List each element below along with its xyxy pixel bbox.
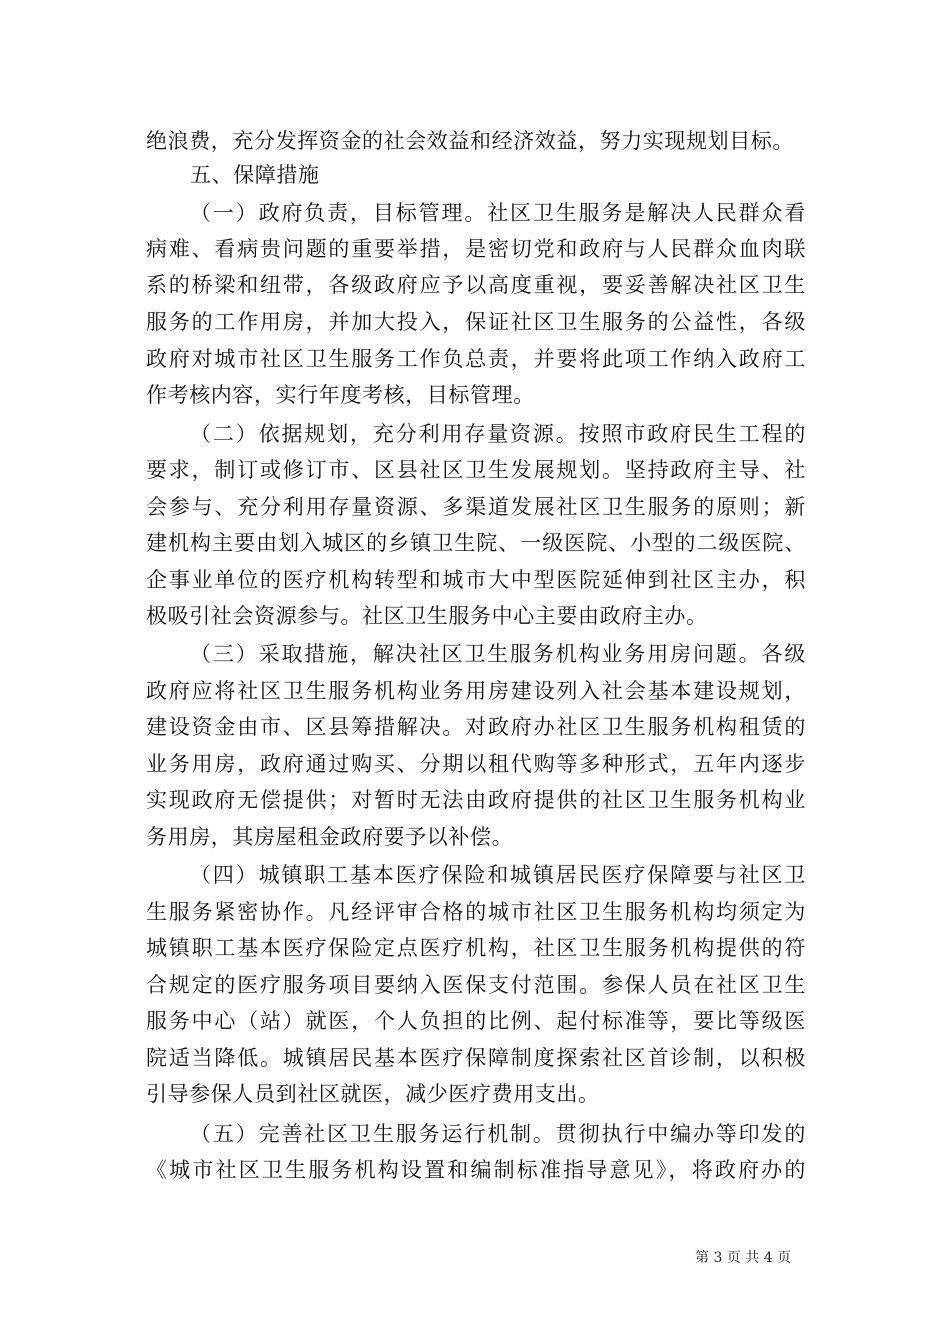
paragraph-3-line: 实现政府无偿提供；对暂时无法由政府提供的社区卫生服务机构业: [146, 788, 806, 812]
section-heading: 五、保障措施: [190, 163, 320, 187]
paragraph-3-line: 业务用房，政府通过购买、分期以租代购等多种形式，五年内逐步: [146, 752, 806, 776]
paragraph-1-line: 作考核内容，实行年度考核，目标管理。: [146, 383, 535, 407]
paragraph-4-line: 院适当降低。城镇居民基本医疗保障制度探索社区首诊制，以积极: [146, 1046, 806, 1070]
paragraph-3-line: 建设资金由市、区县筹措解决。对政府办社区卫生服务机构租赁的: [146, 715, 806, 739]
paragraph-3-line: （三）采取措施，解决社区卫生服务机构业务用房问题。各级: [190, 642, 806, 666]
paragraph-4-line: 引导参保人员到社区就医，减少医疗费用支出。: [146, 1082, 600, 1106]
paragraph-1-line: 政府对城市社区卫生服务工作负总责，并要将此项工作纳入政府工: [146, 347, 806, 371]
paragraph-1-line: 病难、看病贵问题的重要举措，是密切党和政府与人民群众血肉联: [146, 237, 806, 261]
paragraph-4-line: 服务中心（站）就医，个人负担的比例、起付标准等，要比等级医: [146, 1009, 806, 1033]
paragraph-3-line: 政府应将社区卫生服务机构业务用房建设列入社会基本建设规划，: [146, 679, 806, 703]
paragraph-2-line: 建机构主要由划入城区的乡镇卫生院、一级医院、小型的二级医院、: [146, 531, 806, 555]
page-number: 第 3 页 共 4 页: [695, 1250, 792, 1266]
paragraph-2-line: （二）依据规划，充分利用存量资源。按照市政府民生工程的: [190, 422, 806, 446]
paragraph-4-line: （四）城镇职工基本医疗保险和城镇居民医疗保障要与社区卫: [190, 863, 806, 887]
paragraph-3-line: 务用房，其房屋租金政府要予以补偿。: [146, 825, 514, 849]
paragraph-2-line: 要求，制订或修订市、区县社区卫生发展规划。坚持政府主导、社: [146, 458, 806, 482]
paragraph-2-line: 企事业单位的医疗机构转型和城市大中型医院延伸到社区主办，积: [146, 568, 806, 592]
paragraph-2-line: 会参与、充分利用存量资源、多渠道发展社区卫生服务的原则；新: [146, 495, 806, 519]
paragraph-1-line: 服务的工作用房，并加大投入，保证社区卫生服务的公益性，各级: [146, 310, 806, 334]
paragraph-4-line: 城镇职工基本医疗保险定点医疗机构，社区卫生服务机构提供的符: [146, 936, 806, 960]
paragraph-2-line: 极吸引社会资源参与。社区卫生服务中心主要由政府主办。: [146, 604, 708, 628]
paragraph-5-line: 《城市社区卫生服务机构设置和编制标准指导意见》，将政府办的: [146, 1158, 806, 1182]
paragraph-4-line: 合规定的医疗服务项目要纳入医保支付范围。参保人员在社区卫生: [146, 973, 806, 997]
paragraph-5-line: （五）完善社区卫生服务运行机制。贯彻执行中编办等印发的: [190, 1122, 806, 1146]
paragraph-1-line: 系的桥梁和纽带，各级政府应予以高度重视，要妥善解决社区卫生: [146, 273, 806, 297]
paragraph-1-line: （一）政府负责，目标管理。社区卫生服务是解决人民群众看: [190, 201, 806, 225]
text-line: 绝浪费，充分发挥资金的社会效益和经济效益，努力实现规划目标。: [146, 129, 794, 153]
paragraph-4-line: 生服务紧密协作。凡经评审合格的城市社区卫生服务机构均须定为: [146, 900, 806, 924]
